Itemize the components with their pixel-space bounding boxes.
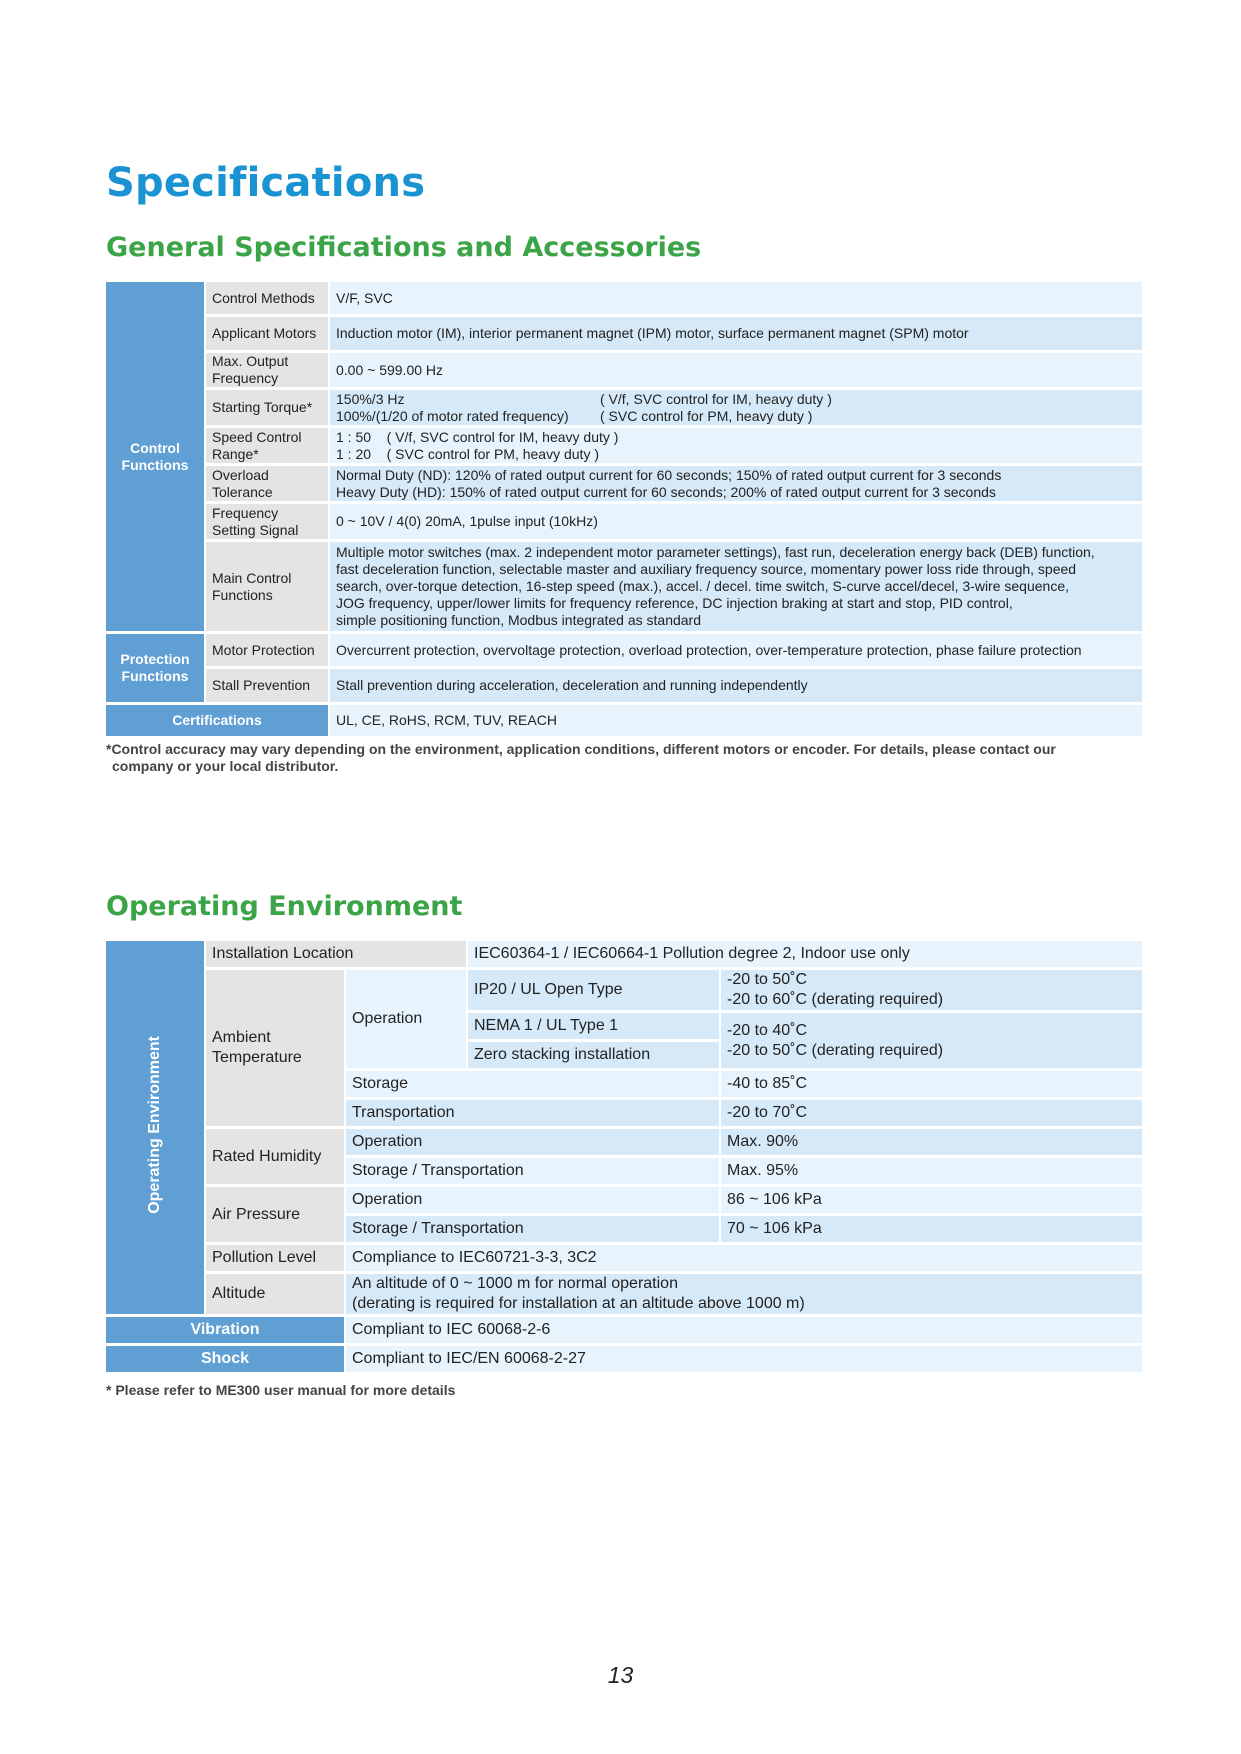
value-line: -20 to 50˚C xyxy=(727,971,808,988)
torque-value-line: 100%/(1/20 of motor rated frequency) xyxy=(336,407,569,424)
env-row-pollution-level xyxy=(106,1245,1144,1274)
section-title-general: General Specifications and Accessories xyxy=(106,232,702,263)
general-footnote xyxy=(106,741,1056,775)
footnote-line: company or your local distributor. xyxy=(112,758,339,774)
spec-value: Overcurrent protection, overvoltage protection, overload protection, over-temperature protection, phase failure protection xyxy=(330,634,1144,669)
category-control-functions: Control Functions xyxy=(106,282,206,634)
value-line: -20 to 60˚C (derating required) xyxy=(727,991,944,1008)
spec-row-applicant-motors xyxy=(106,317,1144,353)
env-value-transportation: -20 to 70˚C xyxy=(721,1100,1144,1129)
env-value: Compliant to IEC/EN 60068-2-27 xyxy=(346,1346,1144,1375)
env-value-ip20 xyxy=(721,970,1144,1013)
footnote-line: *Control accuracy may vary depending on the environment, application conditions, different motors or encoder. For details, please contact our xyxy=(106,741,1056,757)
env-label-pollution-level: Pollution Level xyxy=(206,1245,346,1274)
section-title-environment: Operating Environment xyxy=(106,891,463,922)
spec-value: V/F, SVC xyxy=(330,282,1144,317)
env-value: 86 ~ 106 kPa xyxy=(721,1187,1144,1216)
spec-value xyxy=(330,542,1144,634)
spec-label: Max. Output Frequency xyxy=(206,353,330,390)
env-row-vibration xyxy=(106,1317,1144,1346)
environment-table xyxy=(106,941,1144,1375)
env-sub-operation: Operation xyxy=(346,1129,721,1158)
spec-value: Induction motor (IM), interior permanent magnet (IPM) motor, surface permanent magnet (SPM) motor xyxy=(330,317,1144,353)
value-line: simple positioning function, Modbus integrated as standard xyxy=(336,612,701,628)
env-label-air-pressure: Air Pressure xyxy=(206,1187,346,1245)
env-sub-storage: Storage xyxy=(346,1071,721,1100)
env-sub-ip20: IP20 / UL Open Type xyxy=(468,970,721,1013)
category-operating-environment xyxy=(106,941,206,1317)
category-certifications: Certifications xyxy=(106,705,330,739)
category-vibration: Vibration xyxy=(106,1317,346,1346)
environment-footnote: * Please refer to ME300 user manual for more details xyxy=(106,1382,456,1398)
value-line: search, over-torque detection, 16-step speed (max.), accel. / decel. time switch, S-curve accel/decel, 3-wire sequence, xyxy=(336,578,1070,594)
spec-row-control-methods xyxy=(106,282,1144,317)
spec-value: 0.00 ~ 599.00 Hz xyxy=(330,353,1144,390)
env-row-altitude xyxy=(106,1274,1144,1317)
env-value-nema xyxy=(721,1013,1144,1071)
spec-label: Starting Torque* xyxy=(206,390,330,428)
env-sub-transportation: Transportation xyxy=(346,1100,721,1129)
env-value: Max. 95% xyxy=(721,1158,1144,1187)
spec-row-overload-tolerance xyxy=(106,466,1144,504)
env-sub-zero-stacking: Zero stacking installation xyxy=(468,1042,721,1071)
torque-condition-line: ( V/f, SVC control for IM, heavy duty ) xyxy=(600,390,832,407)
value-line: Heavy Duty (HD): 150% of rated output current for 60 seconds; 200% of rated output current for 3 seconds xyxy=(336,483,996,500)
env-value: Compliance to IEC60721-3-3, 3C2 xyxy=(346,1245,1144,1274)
spec-value xyxy=(330,428,1144,466)
value-line: fast deceleration function, selectable master and auxiliary frequency source, momentary power loss ride through, speed xyxy=(336,561,1077,577)
page-title: Specifications xyxy=(106,160,426,206)
env-value: Compliant to IEC 60068-2-6 xyxy=(346,1317,1144,1346)
spec-value: 0 ~ 10V / 4(0) 20mA, 1pulse input (10kHz) xyxy=(330,504,1144,542)
spec-row-certifications xyxy=(106,705,1144,739)
spec-value xyxy=(330,390,1144,428)
torque-value-line: 150%/3 Hz xyxy=(336,390,405,407)
value-line: An altitude of 0 ~ 1000 m for normal operation xyxy=(352,1275,678,1292)
env-row-pressure-operation xyxy=(106,1187,1144,1216)
spec-row-frequency-setting-signal xyxy=(106,504,1144,542)
torque-condition-line: ( SVC control for PM, heavy duty ) xyxy=(600,407,813,424)
vertical-label: Operating Environment xyxy=(146,1035,163,1214)
spec-label: Speed Control Range* xyxy=(206,428,330,466)
env-value: IEC60364-1 / IEC60664-1 Pollution degree 2, Indoor use only xyxy=(468,941,1144,970)
env-value: Max. 90% xyxy=(721,1129,1144,1158)
value-line: (derating is required for installation at an altitude above 1000 m) xyxy=(352,1295,805,1312)
env-value-storage: -40 to 85˚C xyxy=(721,1071,1144,1100)
value-line: Normal Duty (ND): 120% of rated output current for 60 seconds; 150% of rated output current for 3 seconds xyxy=(336,466,1002,483)
spec-row-motor-protection xyxy=(106,634,1144,669)
env-value xyxy=(346,1274,1144,1317)
general-spec-table xyxy=(106,282,1144,739)
env-label-altitude: Altitude xyxy=(206,1274,346,1317)
env-label: Installation Location xyxy=(206,941,468,970)
spec-value: Stall prevention during acceleration, deceleration and running independently xyxy=(330,669,1144,705)
category-protection-functions: Protection Functions xyxy=(106,634,206,705)
spec-row-main-control-functions xyxy=(106,542,1144,634)
env-value: 70 ~ 106 kPa xyxy=(721,1216,1144,1245)
env-row-shock xyxy=(106,1346,1144,1375)
env-label-ambient-temperature: Ambient Temperature xyxy=(206,970,346,1129)
env-sub-operation: Operation xyxy=(346,1187,721,1216)
spec-label: Applicant Motors xyxy=(206,317,330,353)
value-line: -20 to 40˚C xyxy=(727,1021,808,1039)
spec-label: Overload Tolerance xyxy=(206,466,330,504)
env-sub-nema: NEMA 1 / UL Type 1 xyxy=(468,1013,721,1042)
spec-label: Main Control Functions xyxy=(206,542,330,634)
spec-row-speed-control-range xyxy=(106,428,1144,466)
env-row-installation-location xyxy=(106,941,1144,970)
value-line: -20 to 50˚C (derating required) xyxy=(727,1041,944,1059)
spec-value: UL, CE, RoHS, RCM, TUV, REACH xyxy=(330,705,1144,739)
env-row-ambient-ip20 xyxy=(106,970,1144,1013)
category-shock: Shock xyxy=(106,1346,346,1375)
env-sub-storage-transportation: Storage / Transportation xyxy=(346,1216,721,1245)
page-number: 13 xyxy=(607,1662,634,1688)
env-sub-operation: Operation xyxy=(346,970,468,1071)
spec-row-starting-torque xyxy=(106,390,1144,428)
spec-row-max-output-frequency xyxy=(106,353,1144,390)
value-line: 1 : 50 ( V/f, SVC control for IM, heavy duty ) xyxy=(336,428,619,445)
env-label-rated-humidity: Rated Humidity xyxy=(206,1129,346,1187)
spec-label: Stall Prevention xyxy=(206,669,330,705)
spec-label: Motor Protection xyxy=(206,634,330,669)
value-line: 1 : 20 ( SVC control for PM, heavy duty ) xyxy=(336,445,599,462)
spec-value xyxy=(330,466,1144,504)
env-row-humidity-operation xyxy=(106,1129,1144,1158)
env-sub-storage-transportation: Storage / Transportation xyxy=(346,1158,721,1187)
value-line: Multiple motor switches (max. 2 independent motor parameter settings), fast run, deceleration energy back (DEB) function, xyxy=(336,544,1095,560)
spec-row-stall-prevention xyxy=(106,669,1144,705)
spec-label: Control Methods xyxy=(206,282,330,317)
value-line: JOG frequency, upper/lower limits for frequency reference, DC injection braking at start and stop, PID control, xyxy=(336,595,1013,611)
spec-label: Frequency Setting Signal xyxy=(206,504,330,542)
